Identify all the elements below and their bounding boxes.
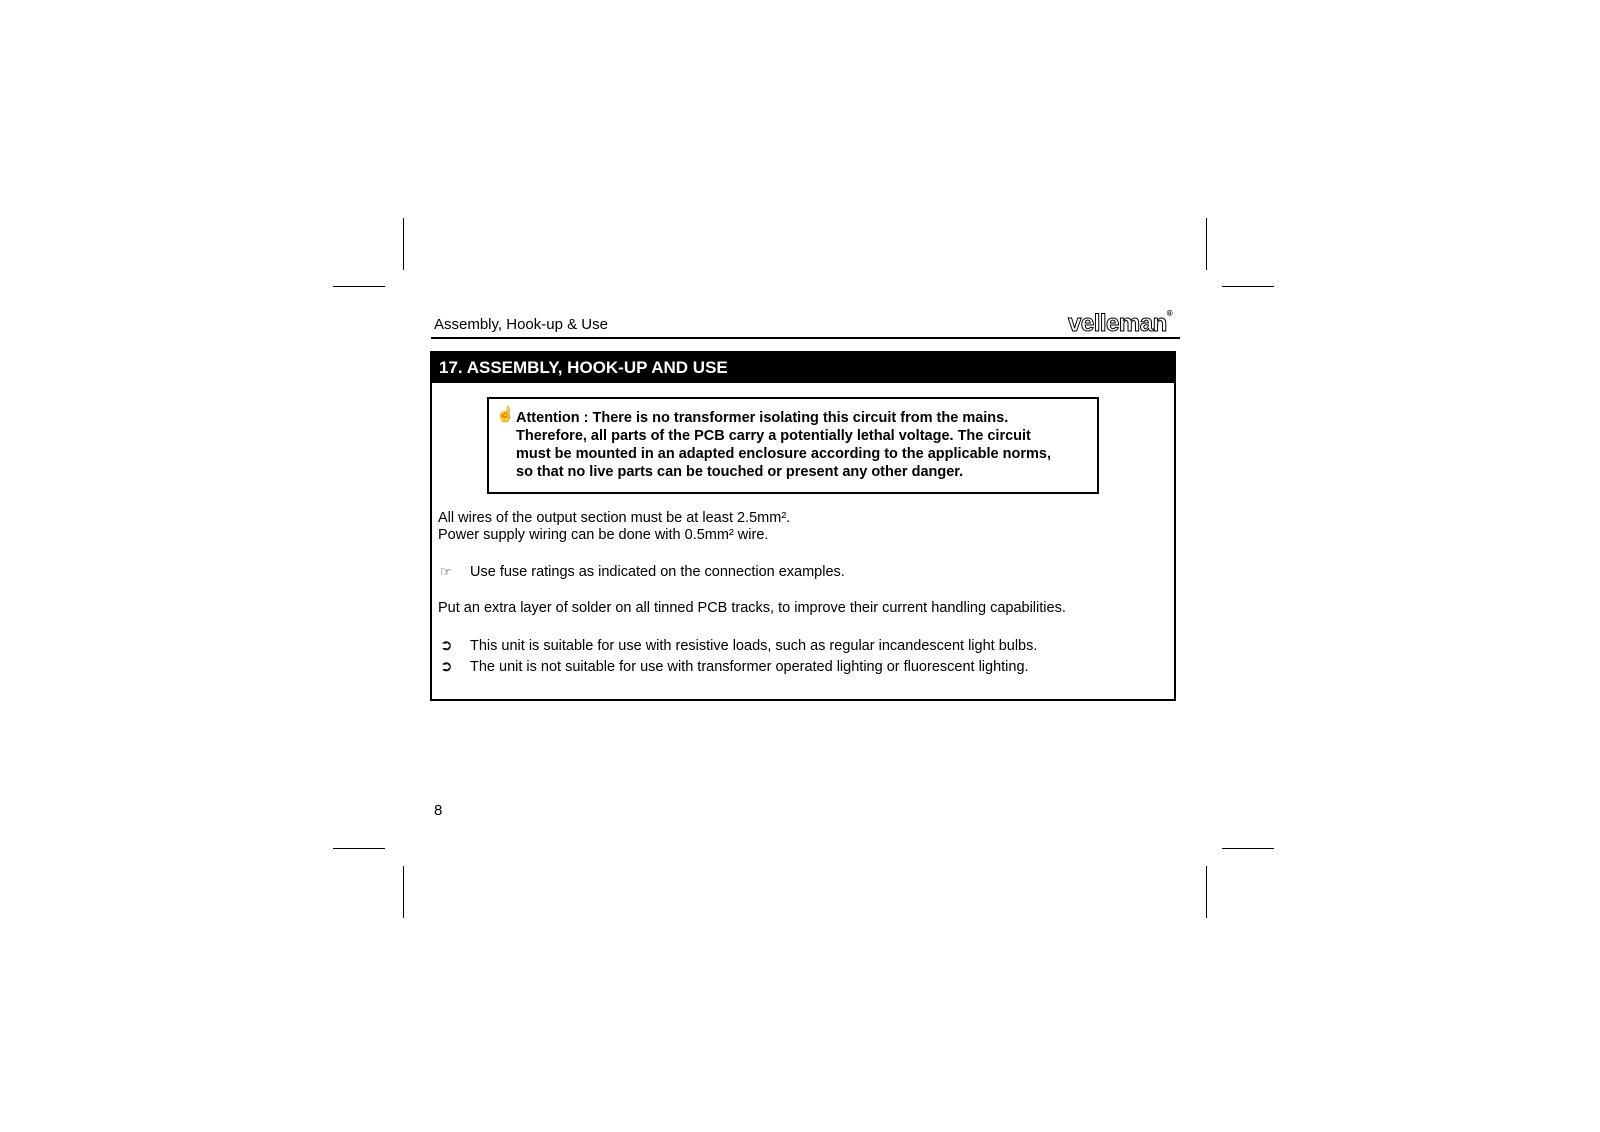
pointing-finger-icon: ☝: [496, 406, 515, 423]
crop-mark: [333, 286, 385, 287]
arrow-right-icon: ➲: [440, 637, 453, 654]
crop-mark: [1222, 286, 1274, 287]
hand-pointing-icon: ☞: [440, 564, 452, 579]
page-number: 8: [434, 802, 443, 819]
wires-line-2: Power supply wiring can be done with 0.5mm² wire.: [438, 527, 769, 543]
wires-line-1: All wires of the output section must be at least 2.5mm².: [438, 510, 791, 526]
attention-text: [516, 409, 1086, 481]
logo-text: velleman: [1068, 310, 1167, 337]
crop-mark: [1206, 866, 1207, 918]
solder-text: Put an extra layer of solder on all tinned PCB tracks, to improve their current handling capabilities.: [438, 600, 1066, 616]
section-box: [430, 351, 1176, 701]
arrow-right-icon: ➲: [440, 658, 453, 675]
crop-mark: [403, 866, 404, 918]
running-head: Assembly, Hook-up & Use: [434, 316, 608, 333]
brand-logo: [1068, 309, 1173, 337]
registered-mark: ®: [1166, 309, 1173, 318]
attention-line: so that no live parts can be touched or present any other danger.: [516, 464, 964, 480]
attention-box: [487, 397, 1099, 494]
section-title: 17. ASSEMBLY, HOOK-UP AND USE: [432, 353, 1174, 383]
crop-mark: [1206, 218, 1207, 270]
crop-mark: [403, 218, 404, 270]
attention-line: Attention : There is no transformer isolating this circuit from the mains.: [516, 410, 1009, 426]
crop-mark: [1222, 848, 1274, 849]
header-rule: [431, 337, 1180, 339]
attention-line: Therefore, all parts of the PCB carry a potentially lethal voltage. The circuit: [516, 428, 1031, 444]
fuse-note: Use fuse ratings as indicated on the connection examples.: [470, 564, 845, 580]
crop-mark: [333, 848, 385, 849]
bullet-not-suitable: The unit is not suitable for use with transformer operated lighting or fluorescent lighting.: [470, 659, 1029, 675]
attention-line: must be mounted in an adapted enclosure according to the applicable norms,: [516, 446, 1051, 462]
bullet-resistive: This unit is suitable for use with resistive loads, such as regular incandescent light bulbs.: [470, 638, 1038, 654]
